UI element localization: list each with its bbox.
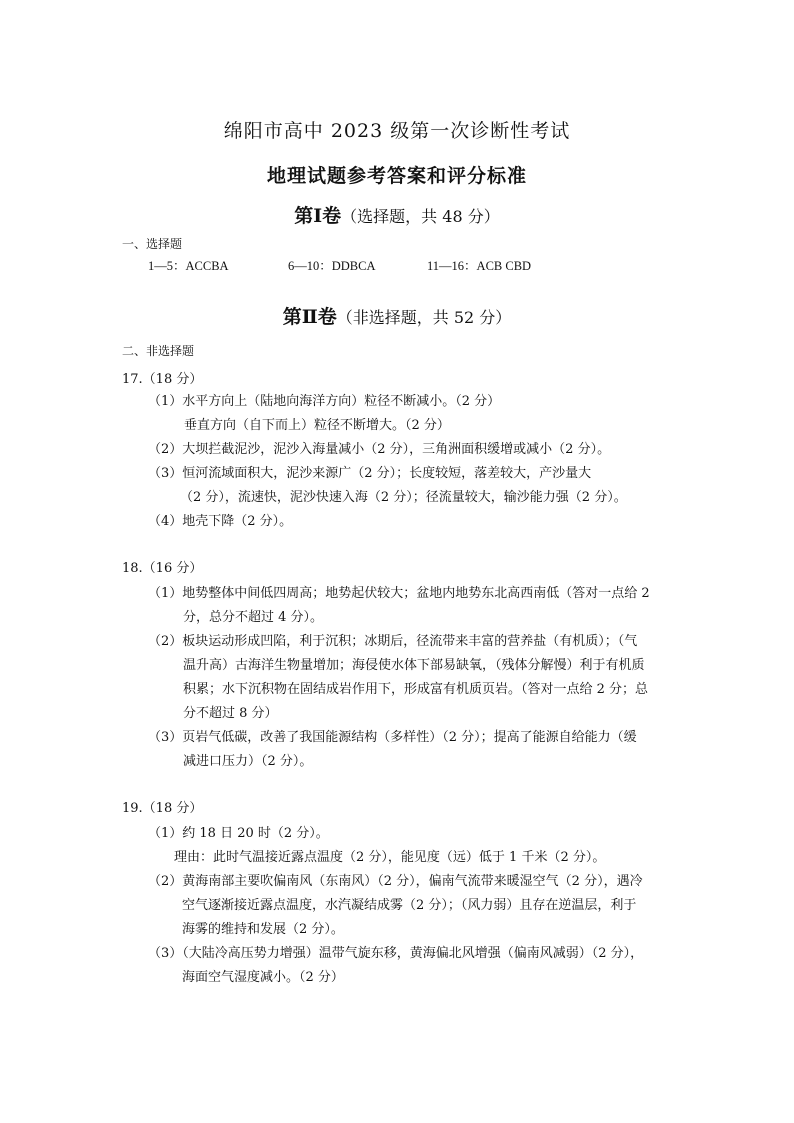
q17-line: （2 分），流速快，泥沙快速入海（2 分）；径流量较大，输沙能力强（2 分）。 — [180, 490, 627, 505]
answer-key-title: 地理试题参考答案和评分标准 — [266, 165, 527, 187]
volume-2-note: （非选择题，共 52 分） — [336, 308, 512, 327]
volume-1-note: （选择题，共 48 分） — [341, 207, 500, 226]
q19-line: 海雾的维持和发展（2 分）。 — [182, 922, 344, 937]
question-19-label: 19.（18 分） — [122, 801, 203, 816]
q18-line: （2）板块运动形成凹陷，利于沉积；冰期后，径流带来丰富的营养盐（有机质）；（气 — [148, 634, 638, 649]
q18-line: 温升高）古海洋生物量增加；海侵使水体下部易缺氧，（残体分解慢）利于有机质 — [183, 658, 645, 673]
answers-6-10: 6—10：DDBCA — [288, 259, 376, 273]
section-2-heading: 二、非选择题 — [122, 344, 195, 358]
q18-line: （3）页岩气低碳，改善了我国能源结构（多样性）（2 分）；提高了能源自给能力（缓 — [148, 730, 637, 745]
question-18-label: 18.（16 分） — [122, 561, 203, 576]
answers-1-5: 1—5：ACCBA — [148, 259, 229, 273]
q18-line: 分，总分不超过 4 分）。 — [183, 610, 324, 625]
q19-line: （2）黄海南部主要吹偏南风（东南风）（2 分），偏南气流带来暖湿空气（2 分），遇冷 — [148, 874, 643, 889]
section-1-heading: 一、选择题 — [122, 237, 183, 251]
q19-line: 理由：此时气温接近露点温度（2 分），能见度（远）低于 1 千米（2 分）。 — [174, 850, 606, 865]
q19-line: 空气逐渐接近露点温度，水汽凝结成雾（2 分）；（风力弱）且存在逆温层，利于 — [182, 898, 637, 913]
volume-2-label: 第Ⅱ卷 — [282, 306, 337, 328]
q17-line: （1）水平方向上（陆地向海洋方向）粒径不断减小。（2 分） — [148, 394, 501, 409]
q18-line: 减进口压力）（2 分）。 — [183, 754, 313, 769]
q17-line: （4）地壳下降（2 分）。 — [148, 514, 293, 529]
question-17-label: 17.（18 分） — [122, 372, 203, 387]
q19-line: 海面空气湿度减小。（2 分） — [182, 970, 344, 985]
q19-line: （1）约 18 日 20 时（2 分）。 — [148, 826, 329, 841]
volume-1-label: 第Ⅰ卷 — [294, 205, 342, 227]
q18-line: （1）地势整体中间低四周高；地势起伏较大；盆地内地势东北高西南低（答对一点给 2 — [148, 586, 650, 601]
q17-line: （2）大坝拦截泥沙，泥沙入海量减小（2 分），三角洲面积缓增或减小（2 分）。 — [148, 442, 611, 457]
q17-line: （3）恒河流域面积大，泥沙来源广（2 分）；长度较短，落差较大，产沙量大 — [148, 466, 592, 481]
q18-line: 积累；水下沉积物在固结成岩作用下，形成富有机质页岩。（答对一点给 2 分；总 — [183, 682, 649, 697]
exam-title: 绵阳市高中 2023 级第一次诊断性考试 — [223, 120, 571, 142]
q18-line: 分不超过 8 分） — [183, 706, 278, 721]
volume-2-heading — [0, 302, 794, 329]
q17-line: 垂直方向（自下而上）粒径不断增大。（2 分） — [184, 418, 450, 433]
volume-1-heading — [0, 201, 794, 228]
answers-11-16: 11—16：ACB CBD — [427, 259, 532, 273]
q19-line: （3）（大陆冷高压势力增强）温带气旋东移，黄海偏北风增强（偏南风减弱）（2 分）， — [148, 946, 644, 961]
